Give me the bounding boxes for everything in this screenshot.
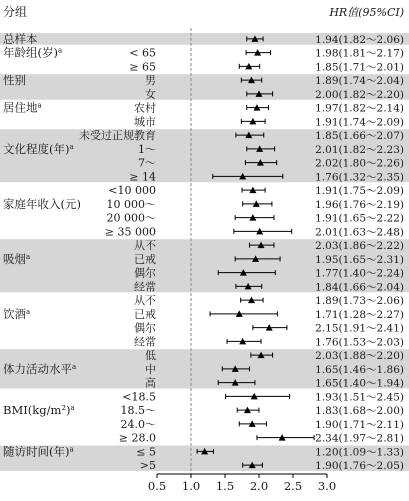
subgroup-label: 男 xyxy=(145,74,156,88)
subgroup-label: 城市 xyxy=(134,115,156,129)
hr-value-text: 1.91(1.75～2.09) xyxy=(315,185,404,198)
hr-value-text: 1.65(1.46～1.86) xyxy=(315,363,404,376)
x-tick-label: 0.5 xyxy=(147,479,167,493)
hr-value-text: 1.71(1.28～2.27) xyxy=(315,308,404,321)
hr-value-text: 2.34(1.97～2.81) xyxy=(315,432,404,445)
hr-value-text: 1.94(1.82～2.06) xyxy=(315,33,404,46)
hr-value-text: 1.76(1.32～2.35) xyxy=(315,171,404,184)
x-tick-label: 1.5 xyxy=(215,479,235,493)
hr-value-text: 1.20(1.09～1.33) xyxy=(315,446,404,459)
hr-value-text: 1.95(1.65～2.31) xyxy=(315,253,404,266)
hr-value-text: 1.89(1.74～2.04) xyxy=(315,75,404,88)
hr-value-text: 1.90(1.76～2.05) xyxy=(315,460,404,473)
subgroup-label: 女 xyxy=(145,87,156,101)
hr-value-text: 2.02(1.80～2.26) xyxy=(315,157,404,170)
subgroup-label: 经常 xyxy=(134,280,156,294)
hr-value-text: 1.83(1.68～2.00) xyxy=(315,405,404,418)
subgroup-label: <10 000 xyxy=(108,184,156,198)
subgroup-label: ≥ 14 xyxy=(129,170,156,184)
subgroup-label: 10 000～ xyxy=(106,197,156,211)
subgroup-label: 24.0～ xyxy=(120,417,156,431)
subgroup-label: < 65 xyxy=(129,46,156,60)
subgroup-label: 从不 xyxy=(134,294,156,308)
hr-value-text: 1.91(1.74～2.09) xyxy=(315,116,404,129)
header-hr-label: HR值(95%CI) xyxy=(329,6,404,19)
subgroup-label: ≥ 35 000 xyxy=(104,225,156,239)
subgroup-label: 18.5～ xyxy=(120,404,156,418)
group-label: $BMI(kg/m^2)^a$ xyxy=(3,403,75,418)
subgroup-label: 中 xyxy=(145,362,156,376)
group-label: 随访时间(年)$^a$ xyxy=(3,444,74,459)
hr-value-text: 1.77(1.40～2.24) xyxy=(315,267,404,280)
hr-value-text: 1.90(1.71～2.11) xyxy=(315,418,404,431)
group-label: 文化程度(年)$^a$ xyxy=(3,141,74,156)
subgroup-label: 未受过正规教育 xyxy=(79,129,156,143)
hr-value-text: 1.97(1.82～2.14) xyxy=(315,102,404,115)
subgroup-label: ≥ 28.0 xyxy=(118,431,156,445)
hr-value-text: 2.01(1.63～2.48) xyxy=(315,226,404,239)
hr-value-text: 1.76(1.53～2.03) xyxy=(315,336,404,349)
subgroup-label: 经常 xyxy=(134,335,156,349)
header-group-label: 分组 xyxy=(3,5,28,19)
hr-value-text: 1.93(1.51～2.45) xyxy=(315,391,404,404)
hr-value-text: 2.03(1.86～2.22) xyxy=(315,240,404,253)
hr-value-text: 1.89(1.73～2.06) xyxy=(315,295,404,308)
x-tick-label: 3.0 xyxy=(317,479,337,493)
hr-value-text: 2.15(1.91～2.41) xyxy=(315,322,404,335)
group-label: 年龄组(岁)$^a$ xyxy=(3,45,63,60)
subgroup-label: 20 000～ xyxy=(106,211,156,225)
x-tick-label: 2.0 xyxy=(249,479,269,493)
group-label: 吸烟$^a$ xyxy=(3,251,31,266)
subgroup-label: <18.5 xyxy=(122,390,156,404)
group-label: 性别 xyxy=(3,73,26,88)
hr-value-text: 1.85(1.71～2.01) xyxy=(315,61,404,74)
subgroup-label: ≥ 65 xyxy=(129,60,156,74)
hr-value-text: 2.00(1.82～2.20) xyxy=(315,88,404,101)
subgroup-label: 偶尔 xyxy=(134,266,156,280)
subgroup-label: 偶尔 xyxy=(134,321,156,335)
subgroup-label: 高 xyxy=(145,376,156,390)
subgroup-label: 1～ xyxy=(138,142,156,156)
group-label: 家庭年收入(元) xyxy=(3,196,81,211)
group-label: 饮酒$^a$ xyxy=(3,306,31,321)
hr-value-text: 1.85(1.66～2.07) xyxy=(315,130,404,143)
hr-value-text: 1.65(1.40～1.94) xyxy=(315,377,404,390)
x-tick-label: 2.5 xyxy=(283,479,303,493)
x-tick-label: 1.0 xyxy=(181,479,201,493)
subgroup-label: 7～ xyxy=(138,156,156,170)
subgroup-label: 低 xyxy=(145,349,156,363)
subgroup-label: >5 xyxy=(139,459,156,473)
subgroup-label: 农村 xyxy=(134,101,156,115)
subgroup-label: 已戒 xyxy=(134,252,156,266)
hr-value-text: 2.03(1.88～2.20) xyxy=(315,350,404,363)
hr-value-text: 2.01(1.82～2.23) xyxy=(315,143,404,156)
subgroup-label: 从不 xyxy=(134,239,156,253)
hr-value-text: 1.96(1.76～2.19) xyxy=(315,198,404,211)
group-label: 体力活动水平$^a$ xyxy=(3,361,77,376)
group-label: 居住地$^a$ xyxy=(3,100,42,115)
hr-value-text: 1.84(1.66～2.04) xyxy=(315,281,404,294)
group-label: 总样本 xyxy=(3,31,38,46)
subgroup-label: 已戒 xyxy=(134,307,156,321)
subgroup-label: ≤ 5 xyxy=(136,445,156,459)
hr-value-text: 1.91(1.65～2.22) xyxy=(315,212,404,225)
hr-value-text: 1.98(1.81～2.17) xyxy=(315,47,404,60)
